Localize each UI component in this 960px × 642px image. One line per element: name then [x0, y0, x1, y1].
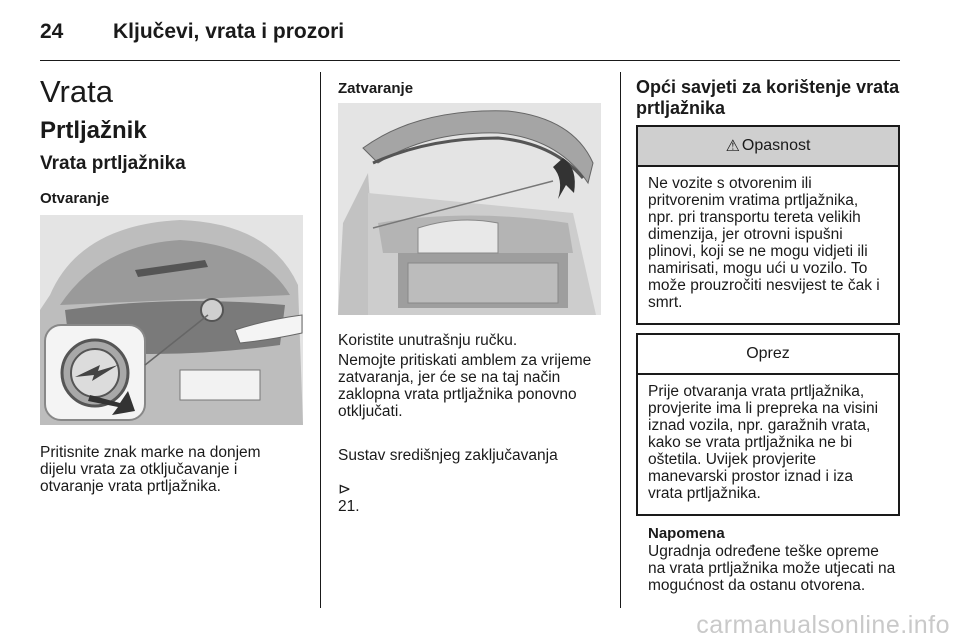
watermark-text: carmanualsonline.info — [696, 611, 950, 639]
opening-instructions: Pritisnite znak marke na donjem dijelu vrata za otključavanje i otvaranje vrata prtljažnika. — [40, 444, 261, 495]
note-title: Napomena — [648, 525, 725, 542]
caution-box-header — [638, 335, 898, 375]
general-advice-heading: Opći savjeti za korištenje vrata prtljažnika — [636, 77, 900, 118]
danger-box — [636, 125, 900, 325]
caution-box-title: Oprez — [746, 345, 790, 362]
danger-box-header — [638, 127, 898, 167]
page-number: 24 — [40, 20, 64, 43]
tailgate-closing-illustration — [338, 103, 601, 315]
closing-heading: Zatvaranje — [338, 80, 414, 97]
column-divider-left — [320, 72, 321, 608]
warning-triangle-icon: ⚠ — [725, 138, 740, 155]
section-title: Prtljažnik — [40, 117, 147, 144]
subsection-title: Vrata prtljažnika — [40, 153, 186, 174]
emblem-warning-text: Nemojte pritiskati amblem za vrijeme zatvaranja, jer će se na taj način zaklopna vrata prtljažnika ponovno otključati. — [338, 352, 592, 420]
tailgate-opening-illustration — [40, 215, 303, 425]
use-inner-handle-text: Koristite unutrašnju ručku. — [338, 332, 518, 349]
danger-box-text: Ne vozite s otvorenim ili pritvorenim vratima prtljažnika, npr. pri transportu tereta velikih dimenzija, jer otrovni ispušni plinovi, koji se ne mogu vidjeti ili namirisati, mogu ući u vozilo. To može prouzročiti nesvijest te čak i smrt. — [648, 175, 880, 311]
caution-box-text: Prije otvaranja vrata prtljažnika, provjerite ima li prepreka na visini iznad vozila, npr. garažnih vrata, kako se vrata prtljažnika ne bi oštetila. Uvijek provjerite manevarski prostor iznad i iza vrata prtljažnika. — [648, 383, 879, 502]
chapter-title: Vrata — [40, 74, 113, 109]
page-reference-icon: ⊳ — [338, 481, 351, 498]
caution-box — [636, 333, 900, 516]
central-locking-text: Sustav središnjeg zaključavanja — [338, 447, 558, 464]
column-divider-right — [620, 72, 621, 608]
header-rule — [40, 60, 900, 61]
opening-heading: Otvaranje — [40, 190, 110, 207]
note-text: Ugradnja određene teške opreme na vrata prtljažnika može utjecati na mogućnost da ostanu otvorena. — [648, 543, 896, 594]
running-header-title: Ključevi, vrata i prozori — [113, 20, 345, 43]
page-reference-link[interactable]: 21. — [338, 498, 360, 515]
danger-box-title: Opasnost — [741, 137, 811, 154]
central-locking-reference — [338, 430, 613, 515]
